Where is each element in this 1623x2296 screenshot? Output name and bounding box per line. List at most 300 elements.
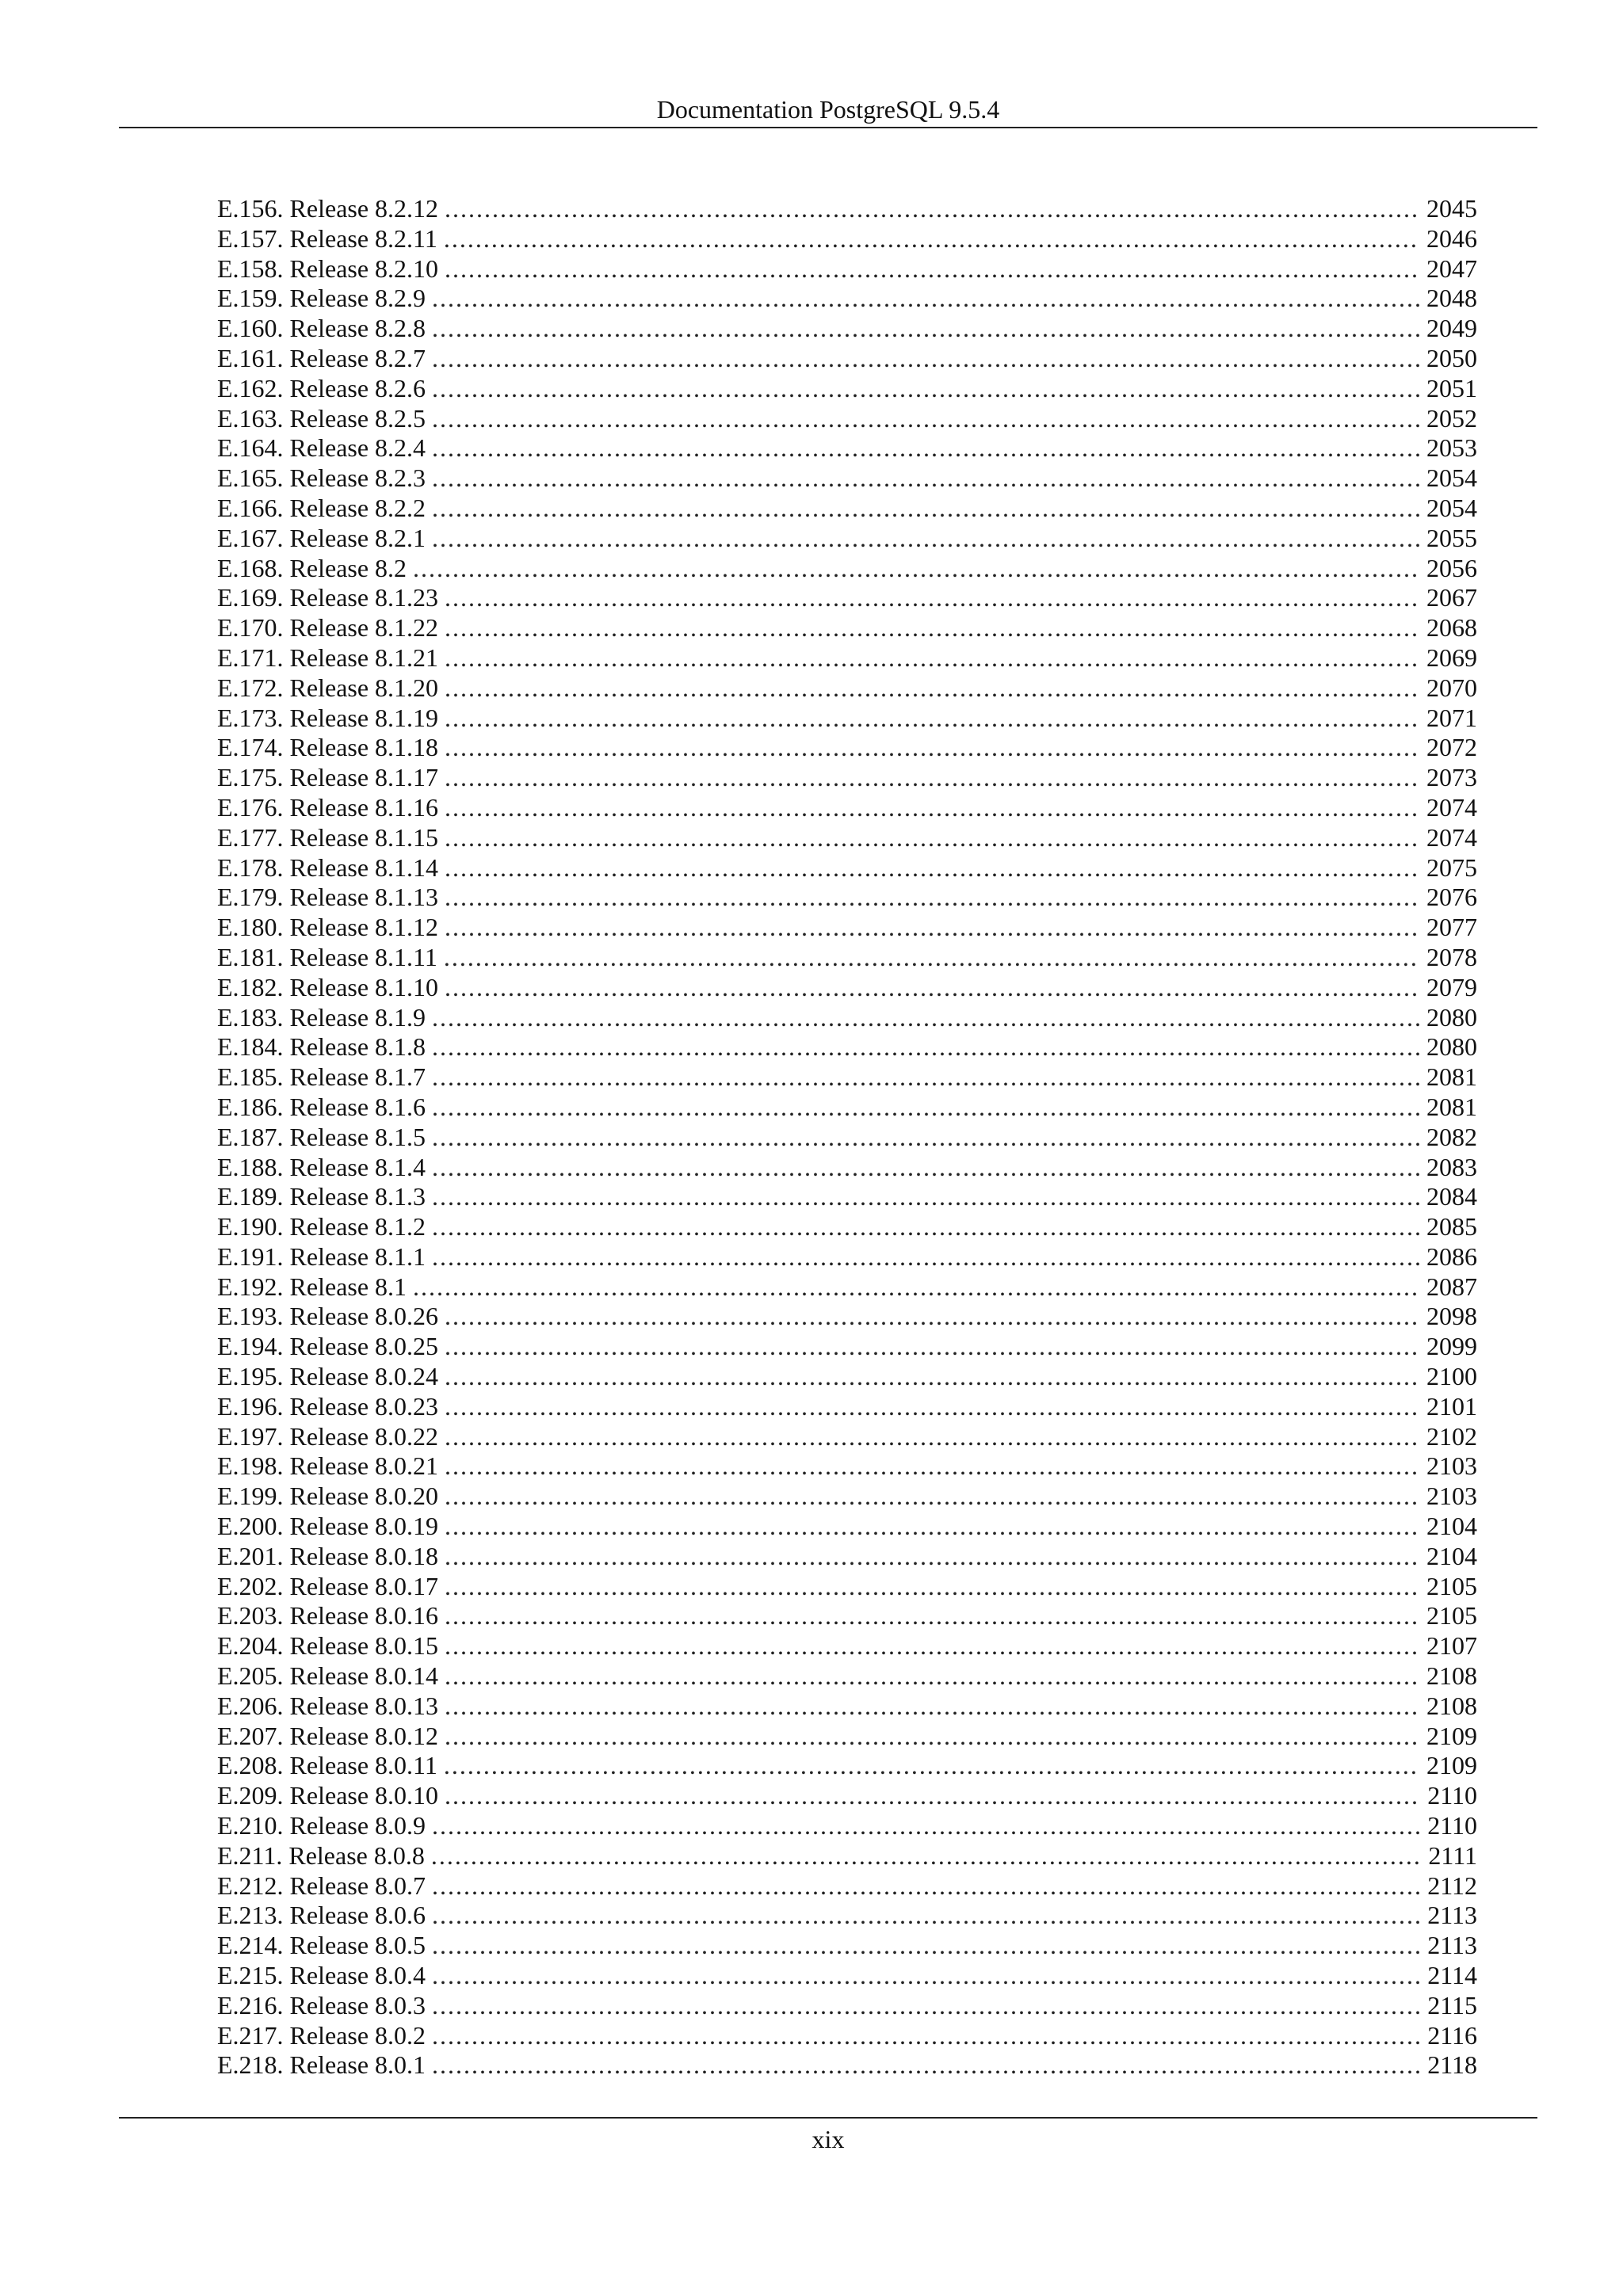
toc-entry-title: Release 8.0.7: [289, 1871, 426, 1900]
toc-entry-label: [217, 1451, 445, 1482]
toc-entry-number: E.166.: [217, 493, 284, 522]
toc-entry-page: 2081: [1420, 1062, 1477, 1093]
toc-entry[interactable]: [217, 1841, 1477, 1871]
toc-entry-label: [217, 913, 445, 943]
toc-entry-number: E.164.: [217, 433, 284, 463]
toc-entry[interactable]: [217, 1422, 1477, 1452]
toc-dot-leader: [432, 1123, 1420, 1153]
toc-dot-leader: [445, 1542, 1420, 1572]
toc-entry[interactable]: [217, 494, 1477, 524]
toc-entry-number: E.191.: [217, 1241, 284, 1271]
toc-dot-leader: [432, 1242, 1420, 1272]
toc-entry-page: 2068: [1420, 613, 1477, 643]
toc-entry[interactable]: [217, 1542, 1477, 1572]
toc-dot-leader: [445, 913, 1420, 943]
toc-entry-page: 2045: [1420, 194, 1477, 224]
toc-entry[interactable]: [217, 224, 1477, 254]
toc-entry-number: E.171.: [217, 643, 284, 672]
toc-entry-number: E.180.: [217, 913, 284, 942]
toc-entry-page: 2087: [1420, 1272, 1477, 1302]
toc-dot-leader: [432, 524, 1420, 554]
toc-entry-page: 2085: [1420, 1212, 1477, 1242]
toc-entry-number: E.199.: [217, 1482, 284, 1511]
toc-entry-title: Release 8.0.10: [289, 1781, 439, 1810]
toc-dot-leader: [445, 1572, 1420, 1602]
toc-entry[interactable]: [217, 1482, 1477, 1512]
toc-dot-leader: [445, 1661, 1420, 1691]
toc-entry-title: Release 8.0.18: [289, 1541, 439, 1570]
toc-entry[interactable]: [217, 1631, 1477, 1661]
toc-entry[interactable]: [217, 1991, 1477, 2021]
toc-entry-number: E.211.: [217, 1840, 283, 1870]
toc-entry-title: Release 8.0.12: [289, 1721, 439, 1750]
toc-entry-page: 2115: [1421, 1991, 1477, 2021]
toc-entry-page: 2048: [1420, 284, 1477, 314]
toc-entry-label: [217, 1003, 432, 1033]
toc-entry-page: 2113: [1421, 1931, 1477, 1961]
toc-entry-label: [217, 1123, 432, 1153]
toc-dot-leader: [445, 1302, 1420, 1332]
toc-entry-page: 2108: [1420, 1661, 1477, 1691]
toc-entry-page: 2075: [1420, 853, 1477, 883]
toc-entry-number: E.196.: [217, 1391, 284, 1421]
toc-entry-page: 2105: [1420, 1572, 1477, 1602]
toc-entry[interactable]: [217, 1451, 1477, 1482]
toc-entry-number: E.160.: [217, 314, 284, 343]
toc-entry-number: E.181.: [217, 942, 284, 971]
toc-entry-page: 2112: [1421, 1871, 1477, 1901]
toc-dot-leader: [444, 943, 1420, 973]
toc-dot-leader: [445, 1512, 1420, 1542]
toc-entry-label: [217, 284, 432, 314]
toc-entry-page: 2072: [1420, 733, 1477, 763]
toc-entry[interactable]: [217, 763, 1477, 793]
toc-dot-leader: [445, 883, 1420, 913]
toc-entry-label: [217, 314, 432, 344]
table-of-contents: [217, 194, 1477, 2081]
toc-entry-title: Release 8.0.8: [288, 1840, 425, 1870]
toc-entry-title: Release 8.0.24: [289, 1362, 439, 1391]
toc-entry-number: E.200.: [217, 1512, 284, 1541]
toc-entry[interactable]: [217, 1751, 1477, 1781]
toc-dot-leader: [444, 1751, 1420, 1781]
toc-entry-number: E.206.: [217, 1691, 284, 1720]
toc-entry-page: 2079: [1420, 973, 1477, 1003]
toc-dot-leader: [445, 1451, 1420, 1482]
toc-dot-leader: [445, 763, 1420, 793]
toc-entry-page: 2084: [1420, 1182, 1477, 1212]
toc-dot-leader: [445, 823, 1420, 853]
toc-entry-label: [217, 374, 432, 404]
toc-entry-number: E.161.: [217, 343, 284, 372]
toc-entry-number: E.174.: [217, 733, 284, 762]
toc-entry[interactable]: [217, 1003, 1477, 1033]
toc-entry-title: Release 8.1.7: [289, 1062, 426, 1092]
toc-entry-label: [217, 463, 432, 494]
toc-entry-label: [217, 1722, 445, 1752]
toc-dot-leader: [432, 314, 1420, 344]
toc-entry[interactable]: [217, 314, 1477, 344]
toc-entry-label: [217, 524, 432, 554]
toc-entry[interactable]: [217, 1302, 1477, 1332]
toc-entry-number: E.159.: [217, 284, 284, 313]
toc-entry[interactable]: [217, 613, 1477, 643]
toc-entry-number: E.183.: [217, 1002, 284, 1032]
toc-entry[interactable]: [217, 524, 1477, 554]
toc-entry-number: E.169.: [217, 583, 284, 612]
toc-entry-page: 2078: [1420, 943, 1477, 973]
toc-entry[interactable]: [217, 643, 1477, 673]
toc-entry[interactable]: [217, 463, 1477, 494]
footer-rule: [119, 2117, 1537, 2119]
toc-dot-leader: [445, 673, 1420, 704]
toc-entry-number: E.203.: [217, 1601, 284, 1630]
toc-dot-leader: [445, 853, 1420, 883]
toc-dot-leader: [445, 1601, 1420, 1631]
toc-entry-number: E.209.: [217, 1781, 284, 1810]
toc-entry-title: Release 8.1.9: [289, 1002, 426, 1032]
toc-entry-number: E.216.: [217, 1990, 284, 2019]
toc-entry[interactable]: [217, 374, 1477, 404]
toc-dot-leader: [432, 1003, 1420, 1033]
toc-entry[interactable]: [217, 1093, 1477, 1123]
toc-entry-page: 2071: [1420, 704, 1477, 734]
toc-entry[interactable]: [217, 793, 1477, 823]
toc-entry-number: E.202.: [217, 1571, 284, 1600]
toc-dot-leader: [445, 1722, 1420, 1752]
toc-entry[interactable]: [217, 1661, 1477, 1691]
toc-entry[interactable]: [217, 853, 1477, 883]
toc-entry-title: Release 8.2.9: [289, 284, 426, 313]
toc-entry-label: [217, 1871, 432, 1901]
toc-entry-page: 2046: [1420, 224, 1477, 254]
toc-entry[interactable]: [217, 1182, 1477, 1212]
toc-entry-number: E.193.: [217, 1302, 284, 1331]
toc-entry-title: Release 8.1.16: [289, 792, 439, 822]
toc-entry[interactable]: [217, 1572, 1477, 1602]
toc-entry-page: 2080: [1420, 1003, 1477, 1033]
toc-dot-leader: [445, 1362, 1420, 1392]
toc-entry-page: 2111: [1422, 1841, 1477, 1871]
toc-dot-leader: [432, 374, 1420, 404]
toc-entry-number: E.182.: [217, 972, 284, 1001]
toc-entry-page: 2108: [1420, 1691, 1477, 1722]
toc-entry-label: [217, 1242, 432, 1272]
toc-entry-label: [217, 1272, 413, 1302]
toc-entry[interactable]: [217, 883, 1477, 913]
toc-entry-title: Release 8.1.23: [289, 583, 439, 612]
toc-entry-title: Release 8.0.22: [289, 1421, 439, 1451]
toc-entry-page: 2074: [1420, 793, 1477, 823]
toc-entry-title: Release 8.1.1: [289, 1241, 426, 1271]
toc-entry-title: Release 8.0.20: [289, 1482, 439, 1511]
toc-dot-leader: [413, 1272, 1420, 1302]
toc-entry[interactable]: [217, 1781, 1477, 1811]
toc-entry-title: Release 8.1.14: [289, 852, 439, 882]
toc-entry-number: E.172.: [217, 673, 284, 702]
toc-entry[interactable]: [217, 1811, 1477, 1841]
toc-entry[interactable]: [217, 704, 1477, 734]
toc-entry-label: [217, 853, 445, 883]
toc-entry[interactable]: [217, 1931, 1477, 1961]
toc-dot-leader: [432, 1901, 1421, 1931]
toc-entry-page: 2116: [1421, 2021, 1477, 2051]
toc-entry-page: 2054: [1420, 463, 1477, 494]
toc-entry-title: Release 8.2.8: [289, 314, 426, 343]
toc-entry-title: Release 8.0.25: [289, 1332, 439, 1361]
toc-entry[interactable]: [217, 1332, 1477, 1362]
toc-entry[interactable]: [217, 733, 1477, 763]
toc-entry-page: 2056: [1420, 554, 1477, 584]
toc-entry-page: 2107: [1420, 1631, 1477, 1661]
toc-entry-label: [217, 2050, 432, 2081]
toc-entry[interactable]: [217, 554, 1477, 584]
toc-dot-leader: [445, 1332, 1420, 1362]
toc-entry-label: [217, 554, 413, 584]
toc-entry-page: 2103: [1420, 1451, 1477, 1482]
toc-entry[interactable]: [217, 404, 1477, 434]
toc-entry-label: [217, 613, 445, 643]
toc-entry-label: [217, 1062, 432, 1093]
toc-entry-title: Release 8.1.4: [289, 1152, 426, 1181]
toc-entry[interactable]: [217, 194, 1477, 224]
page-number: xix: [812, 2125, 845, 2153]
toc-entry[interactable]: [217, 1062, 1477, 1093]
toc-dot-leader: [445, 704, 1420, 734]
toc-entry[interactable]: [217, 433, 1477, 463]
toc-entry-number: E.170.: [217, 613, 284, 643]
toc-dot-leader: [432, 1871, 1421, 1901]
toc-dot-leader: [432, 2021, 1421, 2051]
toc-entry-label: [217, 1601, 445, 1631]
toc-entry-title: Release 8.1.19: [289, 703, 439, 732]
toc-entry-label: [217, 1512, 445, 1542]
toc-entry-number: E.176.: [217, 792, 284, 822]
toc-entry-title: Release 8.1.8: [289, 1032, 426, 1062]
toc-dot-leader: [432, 1062, 1420, 1093]
toc-entry-number: E.217.: [217, 2020, 284, 2050]
toc-entry-title: Release 8.1.21: [289, 643, 439, 672]
toc-entry[interactable]: [217, 1901, 1477, 1931]
toc-entry-title: Release 8.0.21: [289, 1451, 439, 1481]
toc-entry-page: 2100: [1420, 1362, 1477, 1392]
toc-dot-leader: [445, 1392, 1420, 1422]
toc-entry-number: E.195.: [217, 1362, 284, 1391]
toc-dot-leader: [432, 404, 1420, 434]
toc-entry-page: 2076: [1420, 883, 1477, 913]
toc-entry-label: [217, 1961, 432, 1991]
toc-entry-number: E.214.: [217, 1931, 284, 1960]
toc-entry-title: Release 8.1.18: [289, 733, 439, 762]
toc-entry-label: [217, 1691, 445, 1722]
toc-entry[interactable]: [217, 673, 1477, 704]
toc-entry[interactable]: [217, 1242, 1477, 1272]
toc-entry-number: E.156.: [217, 194, 284, 223]
toc-entry-title: Release 8.1.6: [289, 1092, 426, 1121]
toc-entry-label: [217, 344, 432, 374]
toc-entry-page: 2073: [1420, 763, 1477, 793]
toc-dot-leader: [444, 224, 1420, 254]
toc-entry-title: Release 8.0.2: [289, 2020, 426, 2050]
toc-entry-number: E.187.: [217, 1122, 284, 1151]
toc-entry-title: Release 8.0.6: [289, 1901, 426, 1930]
toc-entry-label: [217, 1931, 432, 1961]
header-rule: [119, 127, 1537, 128]
toc-entry-page: 2069: [1420, 643, 1477, 673]
toc-entry-page: 2051: [1420, 374, 1477, 404]
toc-entry-title: Release 8.1.10: [289, 972, 439, 1001]
toc-dot-leader: [431, 1841, 1423, 1871]
toc-entry-page: 2047: [1420, 254, 1477, 284]
toc-dot-leader: [413, 554, 1420, 584]
toc-entry-number: E.204.: [217, 1631, 284, 1661]
toc-entry[interactable]: [217, 943, 1477, 973]
toc-entry-number: E.192.: [217, 1272, 284, 1301]
toc-entry-number: E.189.: [217, 1182, 284, 1211]
toc-dot-leader: [432, 1961, 1421, 1991]
toc-entry[interactable]: [217, 913, 1477, 943]
toc-dot-leader: [445, 613, 1420, 643]
toc-entry[interactable]: [217, 1123, 1477, 1153]
toc-entry-label: [217, 583, 445, 613]
toc-entry[interactable]: [217, 1722, 1477, 1752]
toc-dot-leader: [432, 463, 1420, 494]
toc-entry-page: 2105: [1420, 1601, 1477, 1631]
toc-entry-label: [217, 643, 445, 673]
toc-entry-label: [217, 1362, 445, 1392]
toc-dot-leader: [445, 1691, 1420, 1722]
toc-entry-label: [217, 1811, 432, 1841]
toc-entry-label: [217, 494, 432, 524]
toc-entry-title: Release 8.0.9: [289, 1811, 426, 1840]
toc-entry-page: 2080: [1420, 1032, 1477, 1062]
toc-dot-leader: [445, 793, 1420, 823]
toc-entry-title: Release 8.2.3: [289, 463, 426, 493]
toc-entry-page: 2077: [1420, 913, 1477, 943]
toc-entry-label: [217, 433, 432, 463]
toc-entry-page: 2114: [1421, 1961, 1477, 1991]
toc-entry-label: [217, 224, 444, 254]
toc-entry-page: 2067: [1420, 583, 1477, 613]
toc-dot-leader: [445, 973, 1420, 1003]
toc-entry-title: Release 8.1: [289, 1272, 407, 1301]
toc-entry-number: E.168.: [217, 553, 284, 582]
toc-entry-page: 2070: [1420, 673, 1477, 704]
toc-entry[interactable]: [217, 1272, 1477, 1302]
toc-entry-title: Release 8.0.1: [289, 2050, 426, 2080]
toc-entry-title: Release 8.0.5: [289, 1931, 426, 1960]
toc-entry-title: Release 8.1.12: [289, 913, 439, 942]
toc-dot-leader: [432, 2050, 1421, 2081]
toc-entry-page: 2055: [1420, 524, 1477, 554]
toc-entry[interactable]: [217, 2050, 1477, 2081]
toc-dot-leader: [445, 1482, 1420, 1512]
toc-entry-page: 2082: [1420, 1123, 1477, 1153]
toc-entry-label: [217, 1422, 445, 1452]
toc-entry-title: Release 8.2.2: [289, 493, 426, 522]
toc-entry-number: E.194.: [217, 1332, 284, 1361]
toc-entry-label: [217, 1991, 432, 2021]
toc-entry[interactable]: [217, 1212, 1477, 1242]
toc-entry-label: [217, 1781, 445, 1811]
toc-entry-title: Release 8.0.19: [289, 1512, 439, 1541]
toc-entry[interactable]: [217, 1032, 1477, 1062]
toc-entry-page: 2104: [1420, 1542, 1477, 1572]
toc-entry-label: [217, 254, 445, 284]
toc-entry-page: 2054: [1420, 494, 1477, 524]
toc-entry-number: E.201.: [217, 1541, 284, 1570]
toc-entry-page: 2098: [1420, 1302, 1477, 1332]
toc-entry-number: E.215.: [217, 1961, 284, 1990]
toc-entry-number: E.198.: [217, 1451, 284, 1481]
toc-entry-number: E.175.: [217, 763, 284, 792]
toc-dot-leader: [432, 1212, 1420, 1242]
toc-entry-label: [217, 1631, 445, 1661]
toc-entry[interactable]: [217, 1362, 1477, 1392]
toc-dot-leader: [432, 1093, 1420, 1123]
toc-entry-title: Release 8.2.10: [289, 254, 439, 283]
toc-entry[interactable]: [217, 1961, 1477, 1991]
toc-entry-label: [217, 1212, 432, 1242]
toc-entry[interactable]: [217, 2021, 1477, 2051]
toc-entry-title: Release 8.2.4: [289, 433, 426, 463]
toc-entry-page: 2110: [1421, 1811, 1477, 1841]
toc-entry[interactable]: [217, 1512, 1477, 1542]
toc-entry-page: 2074: [1420, 823, 1477, 853]
toc-entry-page: 2110: [1421, 1781, 1477, 1811]
toc-entry[interactable]: [217, 284, 1477, 314]
toc-entry-label: [217, 1572, 445, 1602]
toc-entry-page: 2113: [1421, 1901, 1477, 1931]
toc-entry-label: [217, 194, 445, 224]
toc-entry[interactable]: [217, 1601, 1477, 1631]
toc-entry-page: 2099: [1420, 1332, 1477, 1362]
toc-entry-title: Release 8.0.4: [289, 1961, 426, 1990]
toc-entry-page: 2050: [1420, 344, 1477, 374]
toc-entry-title: Release 8.2.1: [289, 523, 426, 552]
toc-entry[interactable]: [217, 254, 1477, 284]
toc-entry-label: [217, 1901, 432, 1931]
toc-dot-leader: [432, 1032, 1420, 1062]
toc-entry-title: Release 8.2.6: [289, 373, 426, 402]
toc-dot-leader: [445, 643, 1420, 673]
toc-entry-page: 2104: [1420, 1512, 1477, 1542]
toc-dot-leader: [432, 494, 1420, 524]
toc-entry[interactable]: [217, 1871, 1477, 1901]
page-header-title: Documentation PostgreSQL 9.5.4: [656, 95, 1000, 124]
toc-entry[interactable]: [217, 973, 1477, 1003]
toc-entry-label: [217, 793, 445, 823]
toc-entry-number: E.218.: [217, 2050, 284, 2080]
toc-entry[interactable]: [217, 1392, 1477, 1422]
toc-entry-number: E.162.: [217, 373, 284, 402]
toc-entry[interactable]: [217, 583, 1477, 613]
toc-entry-title: Release 8.1.3: [289, 1182, 426, 1211]
toc-dot-leader: [432, 1182, 1420, 1212]
toc-dot-leader: [445, 583, 1420, 613]
toc-entry[interactable]: [217, 823, 1477, 853]
toc-entry-title: Release 8.1.11: [289, 942, 437, 971]
toc-entry-label: [217, 1093, 432, 1123]
toc-entry-number: E.205.: [217, 1661, 284, 1691]
toc-entry-label: [217, 733, 445, 763]
toc-entry[interactable]: [217, 344, 1477, 374]
toc-entry[interactable]: [217, 1153, 1477, 1183]
toc-entry-label: [217, 2021, 432, 2051]
toc-entry[interactable]: [217, 1691, 1477, 1722]
toc-dot-leader: [432, 1811, 1421, 1841]
toc-entry-number: E.197.: [217, 1421, 284, 1451]
